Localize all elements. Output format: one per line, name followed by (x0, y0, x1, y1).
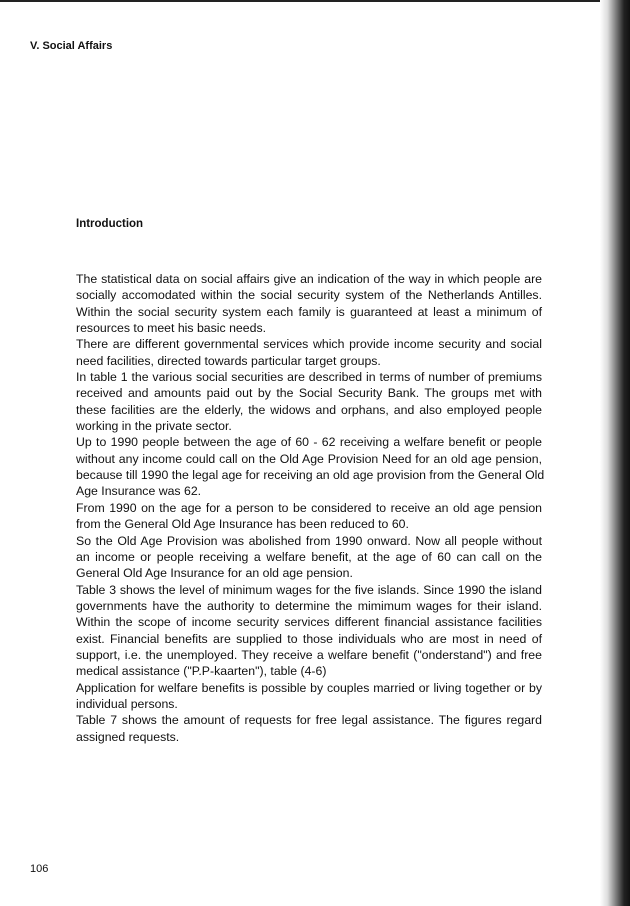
text-line: In table 1 the various social securities are described in terms of number of premiums (76, 370, 542, 385)
text-line: Within the scope of income security services different financial assistance facilities (76, 615, 542, 630)
text-line: socially accomodated within the social security system of the Netherlands Antilles. (76, 288, 542, 303)
text-line: received and amounts paid out by the Social Security Bank. The groups met with (76, 386, 542, 401)
text-line: Table 7 shows the amount of requests for free legal assistance. The figures regard (76, 713, 542, 728)
text-line: Application for welfare benefits is possible by couples married or living together or by (76, 680, 542, 695)
text-line: without any income could call on the Old Age Provision Need for an old age pension, (76, 451, 542, 466)
text-line: So the Old Age Provision was abolished from 1990 onward. Now all people without (76, 533, 542, 548)
text-line: support, i.e. the unemployed. They receive a welfare benefit ("onderstand") and free (76, 647, 542, 662)
body-text (76, 271, 545, 745)
text-line: assigned requests. (76, 729, 180, 744)
text-line: From 1990 on the age for a person to be considered to receive an old age pension (76, 500, 542, 515)
text-line: The statistical data on social affairs give an indication of the way in which people are (76, 272, 542, 286)
text-line: General Old Age Insurance for an old age pension. (76, 566, 353, 581)
text-line: governments have the authority to determine the mimimum wages for their island. (76, 598, 542, 613)
text-line: Table 3 shows the level of minimum wages for the five islands. Since 1990 the island (76, 582, 542, 597)
text-line: exist. Financial benefits are supplied to those individuals who are most in need of (76, 631, 542, 646)
text-line: working in the private sector. (76, 419, 232, 434)
text-line: individual persons. (76, 696, 178, 711)
text-line: Age Insurance was 62. (76, 484, 202, 499)
text-line: these facilities are the elderly, the widows and orphans, and also employed people (76, 402, 542, 417)
text-line: from the General Old Age Insurance has been reduced to 60. (76, 517, 409, 532)
section-title: V. Social Affairs (30, 40, 113, 52)
text-line: need facilities, directed towards particular target groups. (76, 353, 381, 368)
scan-top-border (0, 0, 630, 2)
text-line: an income or people receiving a welfare benefit, at the age of 60 can call on the (76, 549, 542, 564)
text-line: There are different governmental services which provide income security and social (76, 337, 542, 352)
page-number: 106 (30, 863, 49, 875)
text-line: because till 1990 the legal age for receiving an old age provision from the General Old (76, 468, 545, 483)
text-line: Within the social security system each family is guaranteed at least a minimum of (76, 304, 542, 319)
text-line: medical assistance ("P.P-kaarten"), table (4-6) (76, 664, 327, 679)
heading-introduction: Introduction (76, 218, 144, 230)
scan-page-edge (600, 0, 630, 906)
text-line: resources to meet his basic needs. (76, 321, 267, 336)
text-line: Up to 1990 people between the age of 60 - 62 receiving a welfare benefit or people (76, 435, 542, 450)
